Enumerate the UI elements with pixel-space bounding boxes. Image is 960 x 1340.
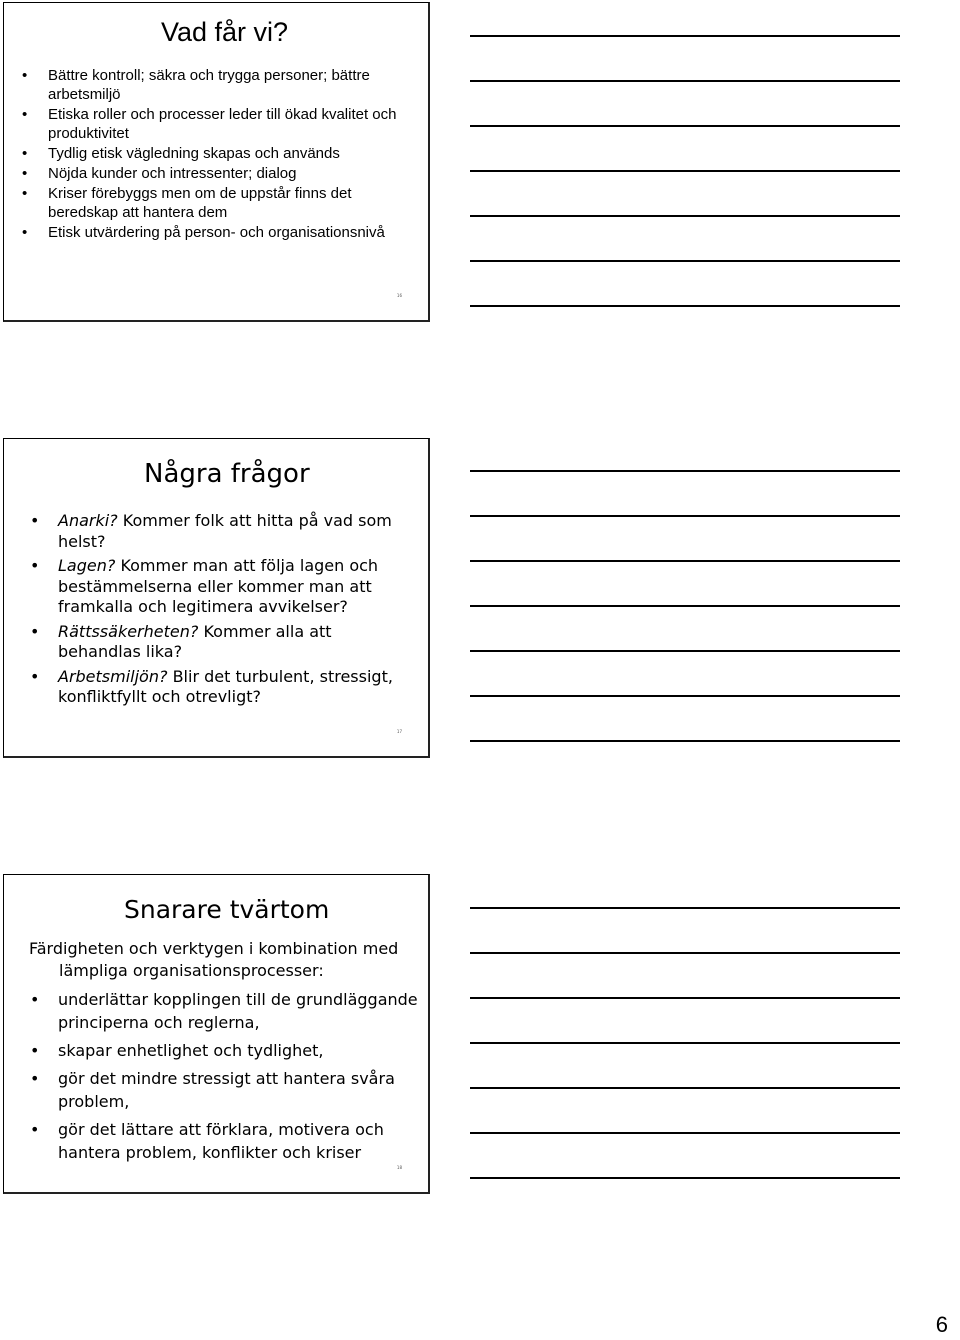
note-line <box>470 515 900 517</box>
note-line <box>470 605 900 607</box>
note-line <box>470 305 900 307</box>
note-line <box>470 170 900 172</box>
note-line <box>470 740 900 742</box>
note-line <box>470 1177 900 1179</box>
note-line <box>470 215 900 217</box>
list-item: • Bättre kontroll; säkra och trygga personer; bättre arbetsmiljö <box>48 66 418 104</box>
bullet-list <box>58 511 418 712</box>
bullet-list <box>48 66 418 243</box>
slide-title: Snarare tvärtom <box>124 895 330 924</box>
note-line <box>470 1087 900 1089</box>
note-line <box>470 80 900 82</box>
note-line <box>470 952 900 954</box>
notes-lines <box>470 35 900 350</box>
list-item: • gör det lättare att förklara, motivera och hantera problem, konflikter och kriser <box>58 1118 418 1164</box>
slide-number: 18 <box>396 1165 402 1170</box>
note-line <box>470 470 900 472</box>
question-text: Kommer folk att hitta på vad som helst? <box>58 511 392 551</box>
list-item: • underlättar kopplingen till de grundläggande principerna och reglerna, <box>58 988 418 1034</box>
intro-text: Färdigheten och verktygen i kombination med lämpliga organisationsprocesser: <box>29 939 399 980</box>
list-item: • gör det mindre stressigt att hantera svåra problem, <box>58 1067 418 1113</box>
question-text: Blir det turbulent, stressigt, konfliktfyllt och otrevligt? <box>58 666 393 706</box>
list-item: • Kriser förebyggs men om de uppstår finns det beredskap att hantera dem <box>48 184 418 222</box>
slide-number: 17 <box>396 729 402 734</box>
note-line <box>470 650 900 652</box>
list-item: • skapar enhetlighet och tydlighet, <box>58 1039 418 1062</box>
list-item <box>58 667 418 708</box>
slide-2 <box>3 438 430 758</box>
note-line <box>470 997 900 999</box>
notes-lines <box>470 470 900 785</box>
question-keyword: Arbetsmiljön? <box>58 666 168 686</box>
note-line <box>470 35 900 37</box>
note-line <box>470 907 900 909</box>
slide-1 <box>3 2 430 322</box>
notes-lines <box>470 907 900 1222</box>
question-keyword: Rättssäkerheten? <box>58 621 199 641</box>
note-line <box>470 560 900 562</box>
question-keyword: Lagen? <box>58 556 116 575</box>
question-text: Kommer man att följa lagen och bestämmelserna eller kommer man att framkalla och legitimera avvikelser? <box>58 556 379 616</box>
slide-3 <box>3 874 430 1194</box>
list-item <box>58 556 418 618</box>
list-item: • Etisk utvärdering på person- och organisationsnivå <box>48 223 418 242</box>
note-line <box>470 1042 900 1044</box>
slide-title: Några frågor <box>144 459 310 489</box>
slide-title: Vad får vi? <box>161 17 289 47</box>
list-item: • Nöjda kunder och intressenter; dialog <box>48 164 418 183</box>
note-line <box>470 695 900 697</box>
note-line <box>470 1132 900 1134</box>
list-item <box>58 511 418 552</box>
question-keyword: Anarki? <box>58 511 118 530</box>
page-number: 6 <box>935 1312 948 1337</box>
note-line <box>470 260 900 262</box>
slide-number: 16 <box>396 293 402 298</box>
note-line <box>470 125 900 127</box>
question-text: Kommer alla att behandlas lika? <box>58 621 332 661</box>
bullet-list <box>58 988 418 1169</box>
list-item: • Etiska roller och processer leder till ökad kvalitet och produktivitet <box>48 105 418 143</box>
list-item: • Tydlig etisk vägledning skapas och används <box>48 144 418 163</box>
list-item <box>58 622 418 663</box>
